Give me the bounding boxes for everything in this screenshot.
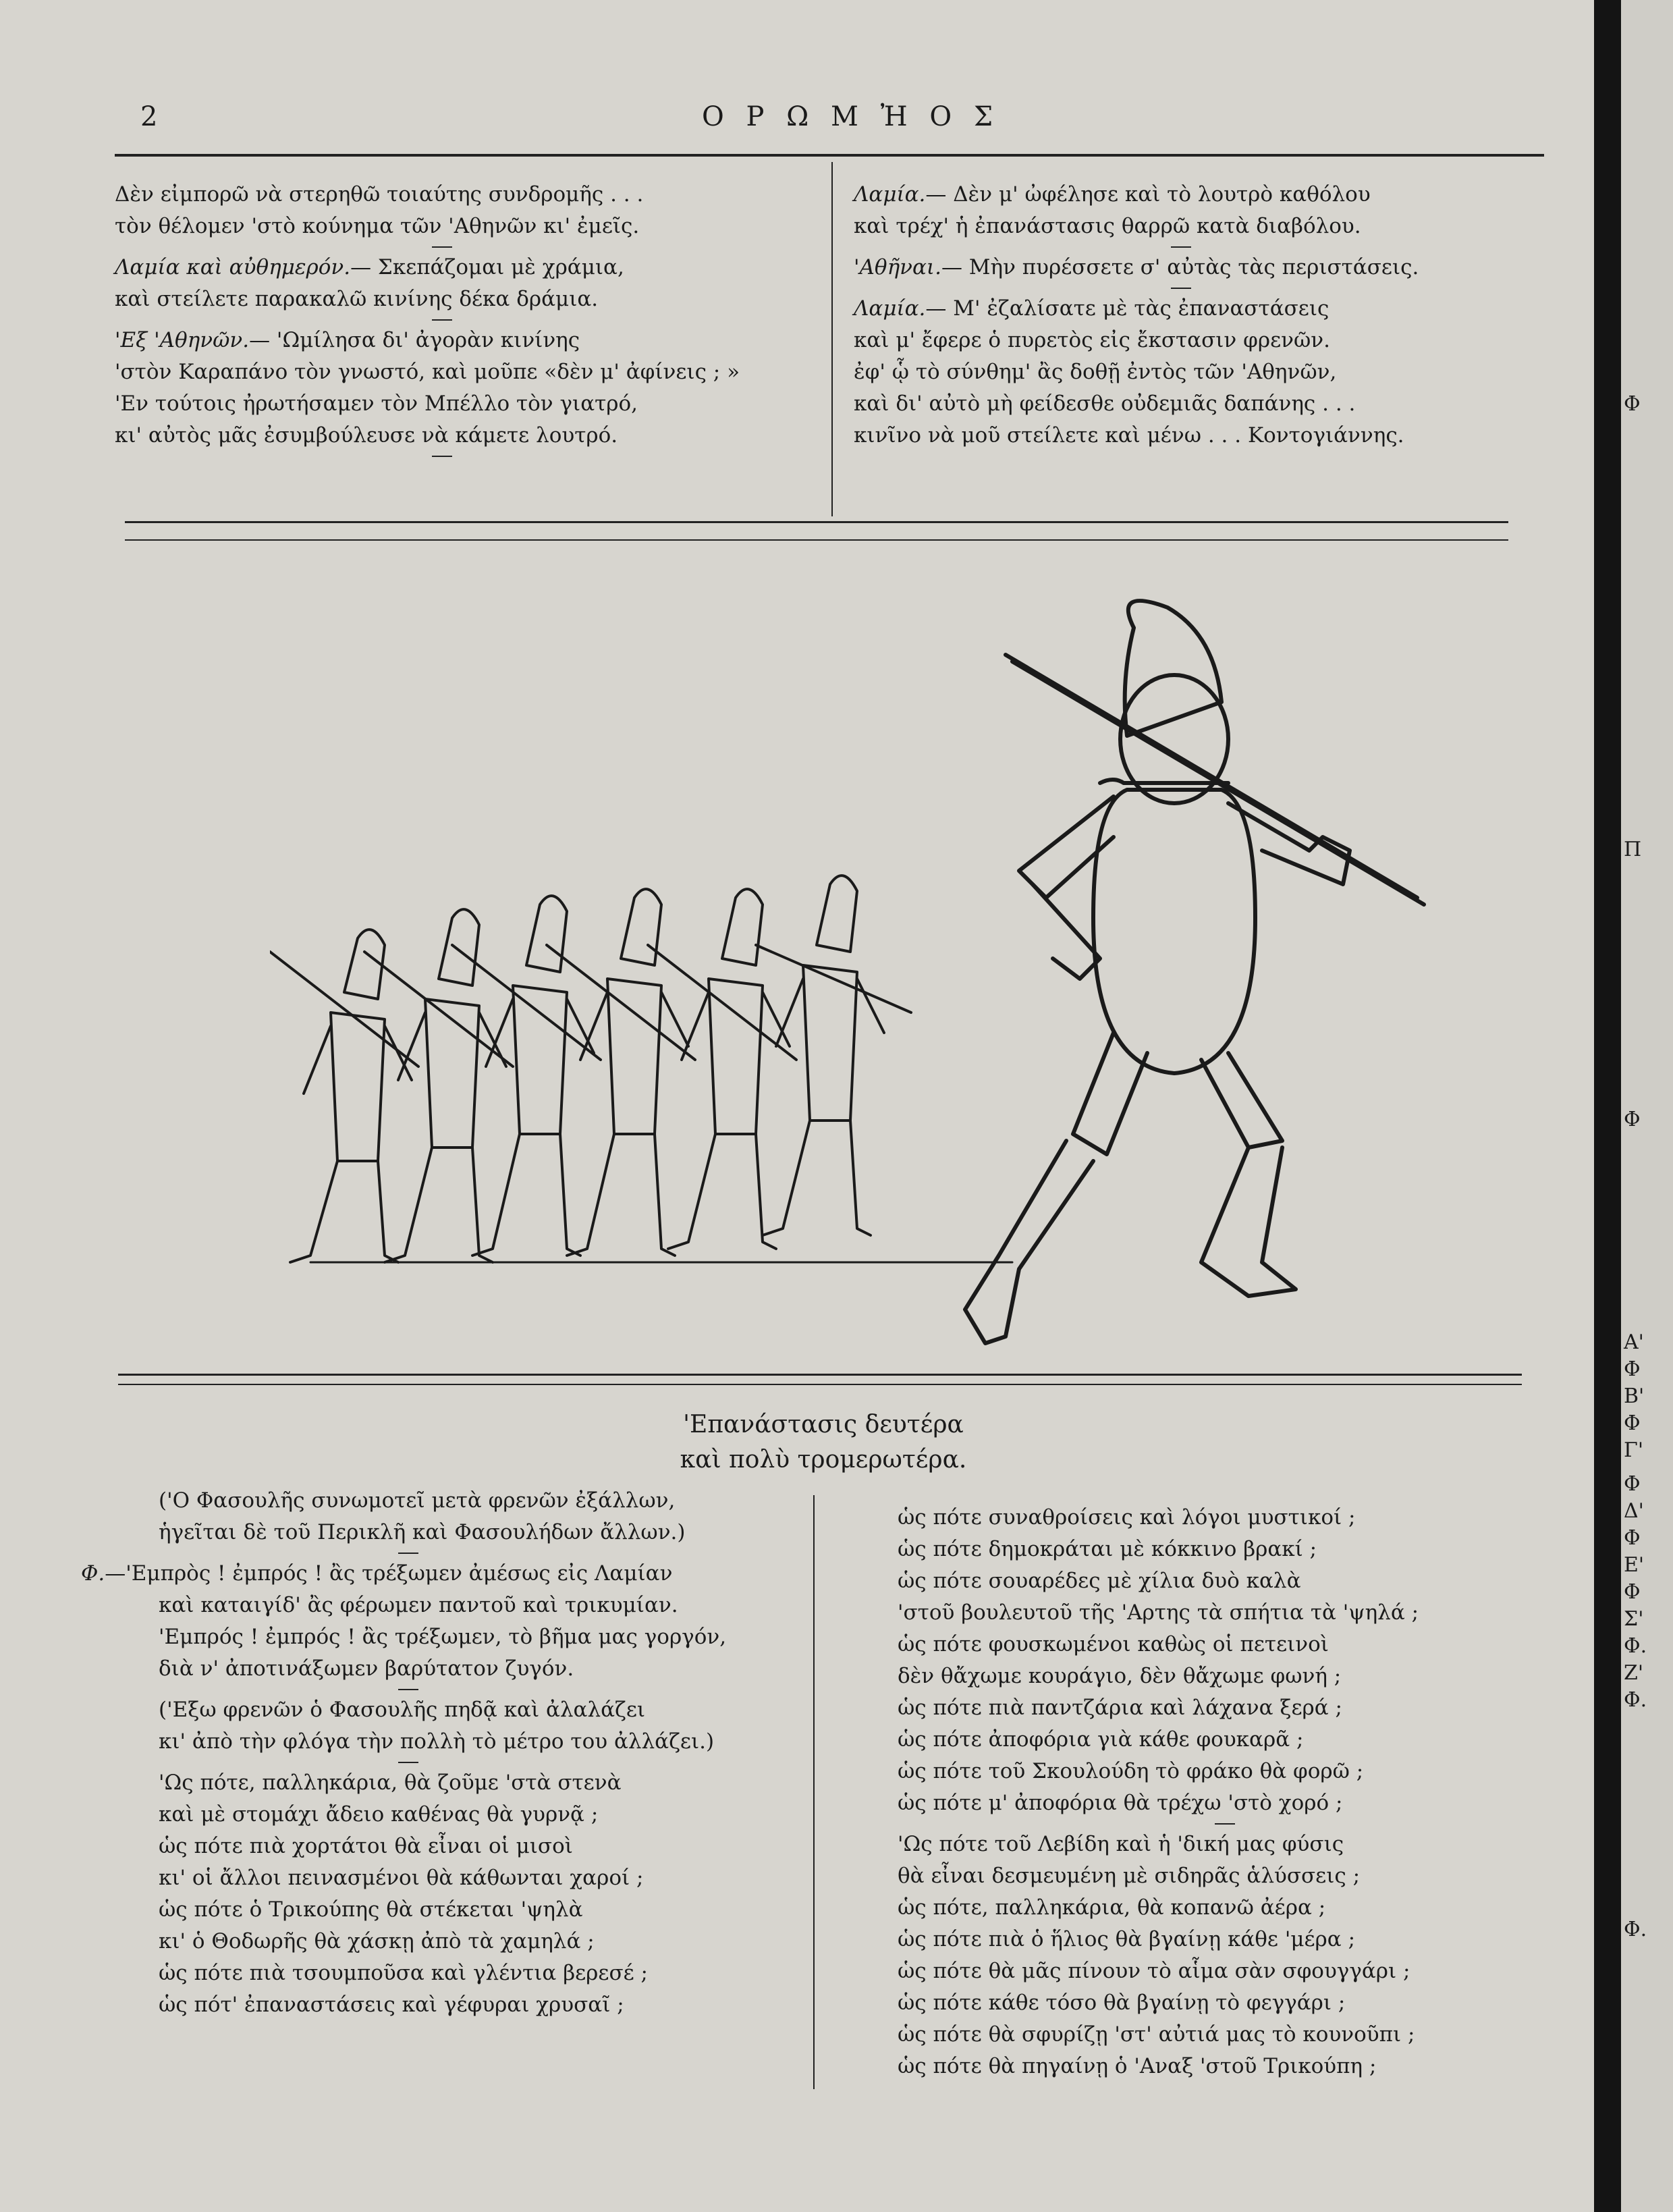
verse-text: καὶ μ' ἔφερε ὁ πυρετὸς εἰς ἔκστασιν φρενῶν. [854, 328, 1330, 352]
verse-text: κινῖνο νὰ μοῦ στείλετε καὶ μένω . . . Κοντογιάννης. [854, 423, 1404, 448]
verse-line [898, 1756, 1579, 1787]
illustration-top-rule-2 [125, 539, 1508, 541]
verse-line [854, 252, 1556, 284]
verse-line [898, 2019, 1579, 2051]
verse-line [81, 1926, 803, 1958]
bottom-column-divider [813, 1495, 815, 2089]
verse-line [81, 1767, 803, 1799]
verse-line [854, 293, 1556, 325]
verse-line [81, 1694, 803, 1726]
verse-line [81, 1726, 803, 1758]
verse-text: ὡς πότε μ' ἀποφόρια θὰ τρέχω 'στὸ χορό ; [898, 1791, 1343, 1815]
verse-line [854, 179, 1556, 211]
verse-text: κι' ὁ Θοδωρῆς θὰ χάσκῃ ἀπὸ τὰ χαμηλά ; [159, 1929, 595, 1953]
verse-separator-dash [432, 456, 452, 457]
large-puppet-figure [965, 601, 1424, 1343]
verse-text: ὡς πότε θὰ πηγαίνῃ ὁ 'Αναξ 'στοῦ Τρικούπη ; [898, 2054, 1377, 2078]
verse-line [898, 1829, 1579, 1860]
adjacent-page-letter: Φ [1624, 1357, 1641, 1381]
adjacent-page-letter: Φ [1624, 1411, 1641, 1435]
adjacent-page-letter: Φ [1624, 1472, 1641, 1496]
adjacent-page-letter: Φ. [1624, 1918, 1647, 1941]
verse-line [898, 1629, 1579, 1661]
illustration-bottom-rule-2 [118, 1384, 1522, 1385]
verse-line [898, 1892, 1579, 1924]
verse-separator-dash [398, 1762, 418, 1763]
verse-text: θὰ εἶναι δεσμευμένη μὲ σιδηρᾶς ἁλύσσεις ; [898, 1864, 1361, 1888]
verse-text: ὡς πότε ἀποφόρια γιὰ κάθε φουκαρᾶ ; [898, 1727, 1304, 1752]
masthead-title: Ο Ρ Ω Μ Ἠ Ο Σ [702, 101, 1000, 132]
small-puppet-2 [364, 909, 513, 1262]
verse-text: 'Ως πότε τοῦ Λεβίδη καὶ ἡ 'δική μας φύσις [898, 1832, 1344, 1856]
page-number: 2 [140, 101, 165, 132]
verse-text: —'Εμπρὸς ! ἐμπρός ! ἂς τρέξωμεν ἀμέσως εἰς Λαμίαν [105, 1561, 673, 1586]
adjacent-page-letter: Φ [1624, 1108, 1641, 1131]
verse-text: τὸν θέλομεν 'στὸ κούνημα τῶν 'Αθηνῶν κι' ἐμεῖς. [115, 214, 640, 238]
verse-text: 'Εν τούτοις ἠρωτήσαμεν τὸν Μπέλλο τὸν γιατρό, [115, 392, 638, 416]
verse-line [81, 1799, 803, 1831]
verse-line [115, 211, 803, 242]
verse-text: — Δὲν μ' ὠφέλησε καὶ τὸ λουτρὸ καθόλου [925, 182, 1371, 207]
verse-text: ἐφ' ᾧ τὸ σύνθημ' ἂς δοθῇ ἐντὸς τῶν 'Αθηνῶν, [854, 360, 1337, 384]
verse-text: ὡς πότε, παλληκάρια, θὰ κοπανῶ ἀέρα ; [898, 1895, 1326, 1920]
verse-line [854, 211, 1556, 242]
adjacent-page-letter: Β' [1624, 1384, 1645, 1408]
adjacent-page-letter: Φ [1624, 1580, 1641, 1604]
small-puppet-1 [270, 929, 418, 1262]
top-left-column [115, 179, 803, 461]
verse-text: ὡς πότε πιὰ ὁ ἥλιος θὰ βγαίνῃ κάθε 'μέρα ; [898, 1927, 1356, 1951]
illustration-caption [526, 1407, 1120, 1478]
verse-text: ὡς πότε δημοκράται μὲ κόκκινο βρακί ; [898, 1537, 1317, 1561]
top-column-divider [831, 162, 833, 516]
verse-text: 'στὸν Καραπάνο τὸν γνωστό, καὶ μοῦπε «δὲν μ' ἀφίνεις ; » [115, 360, 740, 384]
illustration-bottom-rule [118, 1374, 1522, 1376]
verse-text: κι' οἱ ἄλλοι πεινασμένοι θὰ κάθωνται χαροί ; [159, 1866, 644, 1890]
verse-line [81, 1831, 803, 1862]
verse-line [81, 1989, 803, 2021]
verse-separator-dash [1215, 1823, 1235, 1825]
verse-line [81, 1621, 803, 1653]
verse-text: ἡγεῖται δὲ τοῦ Περικλῆ καὶ Φασουλήδων ἄλλων.) [159, 1520, 686, 1544]
verse-line [898, 2051, 1579, 2082]
verse-text: — Μ' ἐζαλίσατε μὲ τὰς ἐπαναστάσεις [925, 296, 1329, 321]
adjacent-page-letter: Ε' [1624, 1553, 1645, 1577]
small-puppet-6 [756, 875, 911, 1235]
verse-text: ὡς πότε πιὰ χορτάτοι θὰ εἶναι οἱ μισοὶ [159, 1834, 573, 1858]
adjacent-page-letter: Γ' [1624, 1438, 1644, 1462]
verse-text: καὶ τρέχ' ἡ ἐπανάστασις θαρρῶ κατὰ διαβόλου. [854, 214, 1361, 238]
verse-line [81, 1558, 803, 1590]
speaker-label: Λαμία. [854, 296, 926, 321]
book-spine [1594, 0, 1621, 2212]
adjacent-page-letter: Ζ' [1624, 1661, 1644, 1685]
speaker-label: Λαμία καὶ αὐθημερόν. [115, 255, 351, 279]
verse-line [115, 179, 803, 211]
verse-line [898, 1534, 1579, 1565]
small-puppets-row [270, 875, 911, 1262]
illustration-top-rule [125, 521, 1508, 523]
caption-line-2: καὶ πολὺ τρομερωτέρα. [680, 1446, 967, 1474]
verse-line [81, 1485, 803, 1517]
verse-line [854, 356, 1556, 388]
speaker-label: Λαμία. [854, 182, 926, 207]
verse-line [115, 325, 803, 356]
adjacent-page-letter: Φ [1624, 1526, 1641, 1550]
verse-line [898, 1661, 1579, 1692]
verse-line [81, 1862, 803, 1894]
verse-text: κι' ἀπὸ τὴν φλόγα τὴν πολλὴ τὸ μέτρο του ἀλλάζει.) [159, 1729, 715, 1754]
adjacent-page-letter: Π [1624, 838, 1642, 861]
verse-text: ὡς πότε κάθε τόσο θὰ βγαίνῃ τὸ φεγγάρι ; [898, 1991, 1346, 2015]
adjacent-page-letter: Φ [1624, 392, 1641, 416]
verse-line [81, 1894, 803, 1926]
verse-separator-dash [1171, 288, 1191, 289]
verse-text: καὶ καταιγίδ' ἂς φέρωμεν παντοῦ καὶ τρικυμίαν. [159, 1593, 678, 1617]
verse-separator-dash [398, 1553, 418, 1554]
adjacent-page-letter: Φ. [1624, 1688, 1647, 1712]
verse-text: ὡς πότε τοῦ Σκουλούδη τὸ φράκο θὰ φορῶ ; [898, 1759, 1364, 1783]
verse-line [115, 420, 803, 452]
verse-text: ὡς πότε σουαρέδες μὲ χίλια δυὸ καλὰ [898, 1569, 1301, 1593]
header-rule [115, 154, 1544, 157]
speaker-label: 'Εξ 'Αθηνῶν. [115, 328, 250, 352]
bottom-right-column [898, 1502, 1579, 2082]
verse-line [898, 1924, 1579, 1955]
verse-line [898, 1955, 1579, 1987]
verse-text: 'Εμπρός ! ἐμπρός ! ἂς τρέξωμεν, τὸ βῆμα μας γοργόν, [159, 1625, 727, 1649]
verse-separator-dash [398, 1689, 418, 1690]
verse-line [898, 1692, 1579, 1724]
small-puppet-3 [452, 896, 601, 1256]
verse-text: ὡς πότε ὁ Τρικούπης θὰ στέκεται 'ψηλὰ [159, 1897, 583, 1922]
speaker-label: 'Αθῆναι. [854, 255, 941, 279]
verse-line [898, 1597, 1579, 1629]
verse-text: ὡς πότε πιὰ τσουμποῦσα καὶ γλέντια βερεσέ ; [159, 1961, 648, 1985]
verse-text: — 'Ωμίλησα δι' ἀγορὰν κινίνης [249, 328, 580, 352]
verse-line [81, 1653, 803, 1685]
verse-text: Δὲν εἰμπορῶ νὰ στερηθῶ τοιαύτης συνδρομῆς . . . [115, 182, 644, 207]
verse-line [898, 1987, 1579, 2019]
verse-text: ὡς πότε συναθροίσεις καὶ λόγοι μυστικοί ; [898, 1505, 1356, 1530]
verse-line [81, 1958, 803, 1989]
adjacent-page-edge [1621, 0, 1673, 2212]
marching-puppets-illustration [270, 581, 1458, 1364]
verse-line [115, 284, 803, 315]
verse-text: κι' αὐτὸς μᾶς ἐσυμβούλευσε νὰ κάμετε λουτρό. [115, 423, 618, 448]
verse-text: καὶ στείλετε παρακαλῶ κινίνης δέκα δράμια. [115, 287, 599, 311]
verse-text: καὶ μὲ στομάχι ἄδειο καθένας θὰ γυρνᾷ ; [159, 1802, 599, 1827]
verse-line [898, 1787, 1579, 1819]
small-puppet-5 [648, 889, 796, 1249]
speaker-label: Φ. [81, 1561, 105, 1586]
verse-text: ὡς πότε θὰ σφυρίζῃ 'στ' αὐτιά μας τὸ κουνοῦπι ; [898, 2022, 1415, 2047]
verse-text: — Σκεπάζομαι μὲ χράμια, [350, 255, 624, 279]
verse-line [898, 1565, 1579, 1597]
verse-line [854, 388, 1556, 420]
verse-text: ὡς πότε φουσκωμένοι καθὼς οἱ πετεινοὶ [898, 1632, 1329, 1656]
caption-line-1: 'Επανάστασις δευτέρα [683, 1411, 964, 1438]
verse-text: 'Ως πότε, παλληκάρια, θὰ ζοῦμε 'στὰ στενὰ [159, 1771, 622, 1795]
small-puppet-4 [547, 889, 695, 1256]
verse-line [898, 1860, 1579, 1892]
verse-text: ('Ο Φασουλῆς συνωμοτεῖ μετὰ φρενῶν ἐξάλλων, [159, 1488, 676, 1513]
verse-text: ὡς πότ' ἐπαναστάσεις καὶ γέφυραι χρυσαῖ ; [159, 1993, 624, 2017]
verse-text: καὶ δι' αὐτὸ μὴ φείδεσθε οὐδεμιᾶς δαπάνης . . . [854, 392, 1356, 416]
verse-text: 'στοῦ βουλευτοῦ τῆς 'Αρτης τὰ σπήτια τὰ 'ψηλά ; [898, 1600, 1419, 1625]
bottom-left-column [81, 1485, 803, 2021]
verse-line [115, 356, 803, 388]
verse-line [898, 1502, 1579, 1534]
verse-line [898, 1724, 1579, 1756]
verse-line [854, 420, 1556, 452]
verse-line [81, 1517, 803, 1548]
adjacent-page-letter: Δ' [1624, 1499, 1644, 1523]
verse-line [854, 325, 1556, 356]
verse-text: διὰ ν' ἀποτινάξωμεν βαρύτατον ζυγόν. [159, 1656, 574, 1681]
verse-text: δὲν θἄχωμε κουράγιο, δὲν θἄχωμε φωνή ; [898, 1664, 1342, 1688]
verse-separator-dash [432, 319, 452, 321]
verse-text: ('Εξω φρενῶν ὁ Φασουλῆς πηδᾷ καὶ ἀλαλάζει [159, 1698, 646, 1722]
verse-separator-dash [432, 246, 452, 248]
adjacent-page-letter: Φ. [1624, 1634, 1647, 1658]
verse-line [81, 1590, 803, 1621]
verse-line [115, 252, 803, 284]
adjacent-page-letter: Σ' [1624, 1607, 1644, 1631]
top-right-column [854, 179, 1556, 452]
verse-line [115, 388, 803, 420]
adjacent-page-letter: Α' [1624, 1330, 1644, 1354]
verse-text: ὡς πότε θὰ μᾶς πίνουν τὸ αἷμα σὰν σφουγγάρι ; [898, 1959, 1410, 1983]
verse-text: — Μὴν πυρέσσετε σ' αὐτὰς τὰς περιστάσεις. [941, 255, 1419, 279]
verse-separator-dash [1171, 246, 1191, 248]
verse-text: ὡς πότε πιὰ παντζάρια καὶ λάχανα ξερά ; [898, 1696, 1342, 1720]
